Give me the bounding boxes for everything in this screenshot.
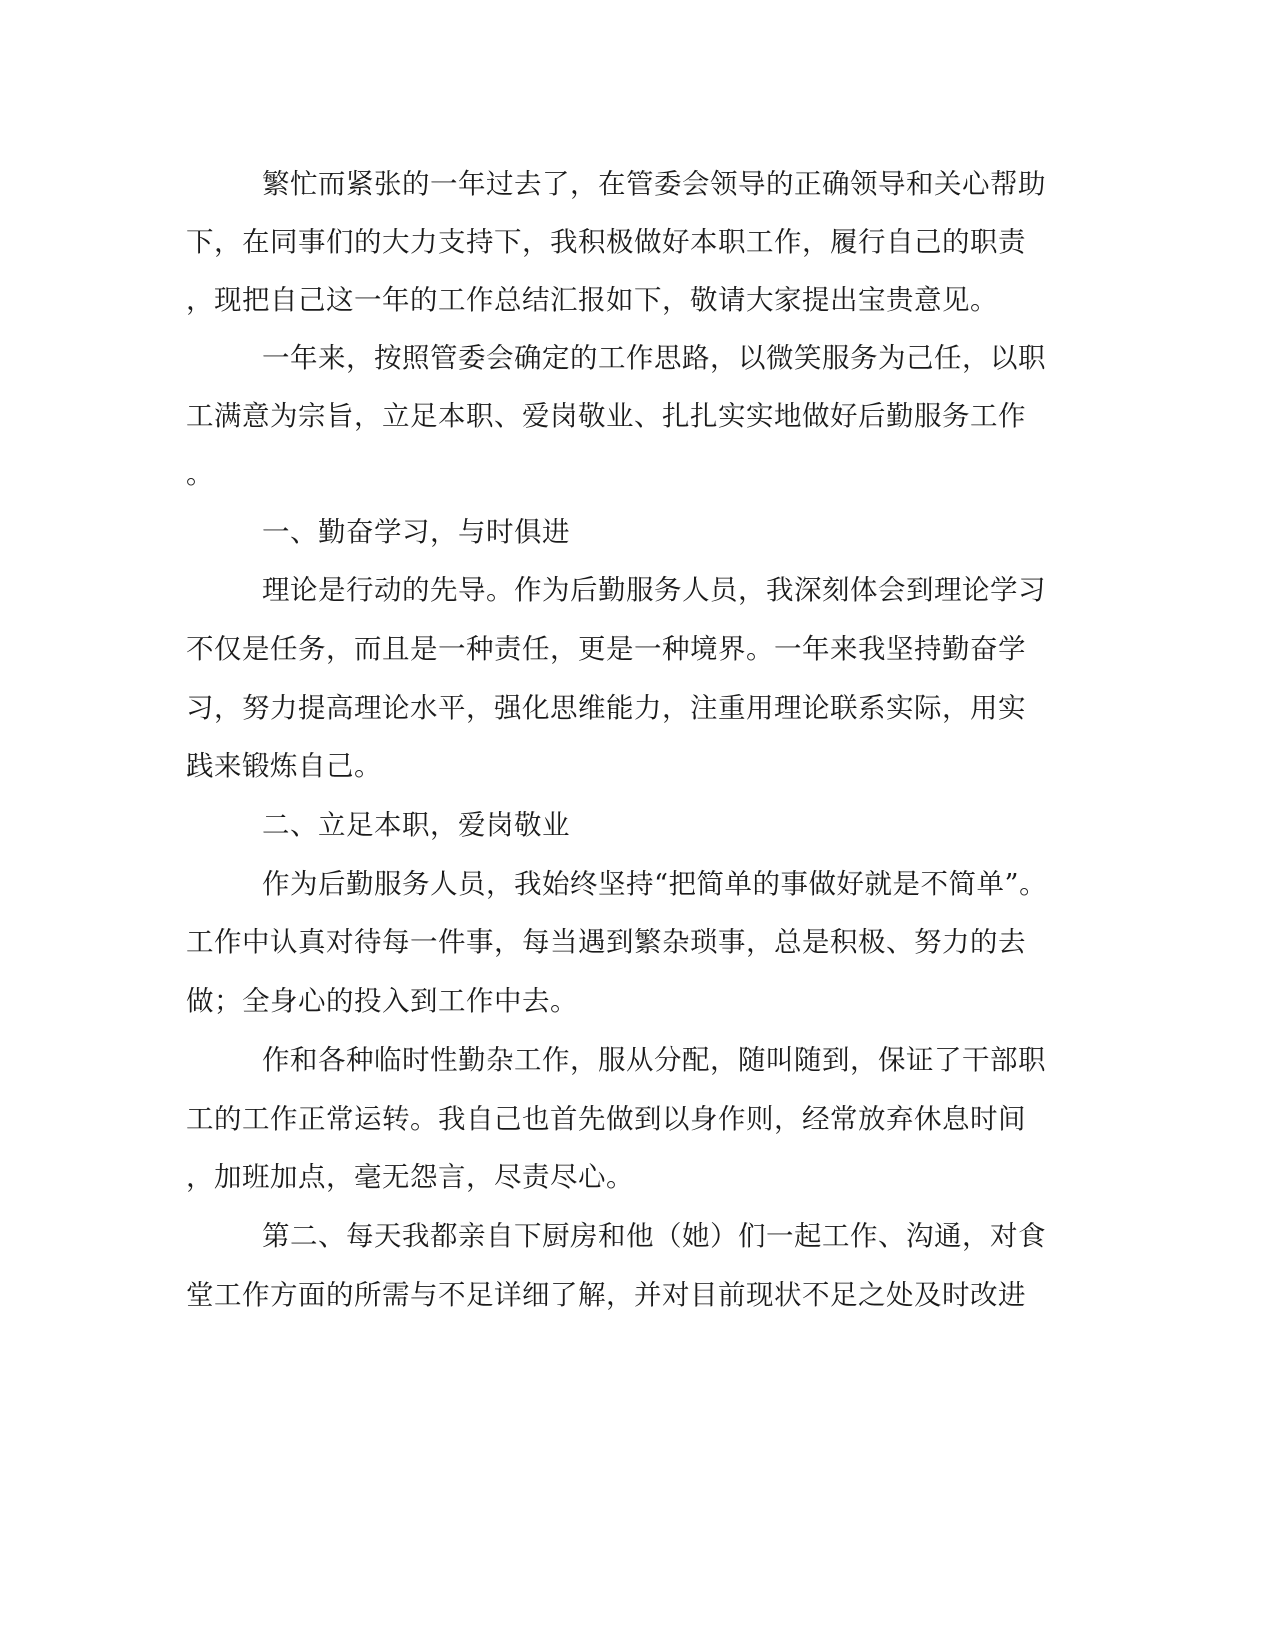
text-line: 。 xyxy=(186,458,214,490)
text-line: 工作中认真对待每一件事，每当遇到繁杂琐事，总是积极、努力的去 xyxy=(186,926,1026,958)
text-line: 理论是行动的先导。作为后勤服务人员，我深刻体会到理论学习 xyxy=(262,574,1046,606)
text-line: 繁忙而紧张的一年过去了，在管委会领导的正确领导和关心帮助 xyxy=(262,168,1046,200)
text-line: ，加班加点，毫无怨言，尽责尽心。 xyxy=(186,1161,634,1193)
text-line: 第二、每天我都亲自下厨房和他（她）们一起工作、沟通，对食 xyxy=(262,1220,1046,1252)
text-line: 下，在同事们的大力支持下，我积极做好本职工作，履行自己的职责 xyxy=(186,226,1026,258)
text-line: 作和各种临时性勤杂工作，服从分配，随叫随到，保证了干部职 xyxy=(262,1044,1046,1076)
text-line: 一年来，按照管委会确定的工作思路，以微笑服务为己任，以职 xyxy=(262,342,1046,374)
text-line: 作为后勤服务人员，我始终坚持“把简单的事做好就是不简单”。 xyxy=(262,868,1048,900)
text-line: 践来锻炼自己。 xyxy=(186,750,382,782)
section-heading: 一、勤奋学习，与时俱进 xyxy=(262,516,570,548)
section-heading: 二、立足本职，爱岗敬业 xyxy=(262,809,570,841)
text-line: 做；全身心的投入到工作中去。 xyxy=(186,985,578,1017)
text-line: 堂工作方面的所需与不足详细了解，并对目前现状不足之处及时改进 xyxy=(186,1279,1026,1311)
text-line: 工满意为宗旨，立足本职、爱岗敬业、扎扎实实地做好后勤服务工作 xyxy=(186,400,1026,432)
text-line: 习，努力提高理论水平，强化思维能力，注重用理论联系实际，用实 xyxy=(186,692,1026,724)
text-line: 不仅是任务，而且是一种责任，更是一种境界。一年来我坚持勤奋学 xyxy=(186,633,1026,665)
text-line: ，现把自己这一年的工作总结汇报如下，敬请大家提出宝贵意见。 xyxy=(186,284,998,316)
text-line: 工的工作正常运转。我自己也首先做到以身作则，经常放弃休息时间 xyxy=(186,1103,1026,1135)
